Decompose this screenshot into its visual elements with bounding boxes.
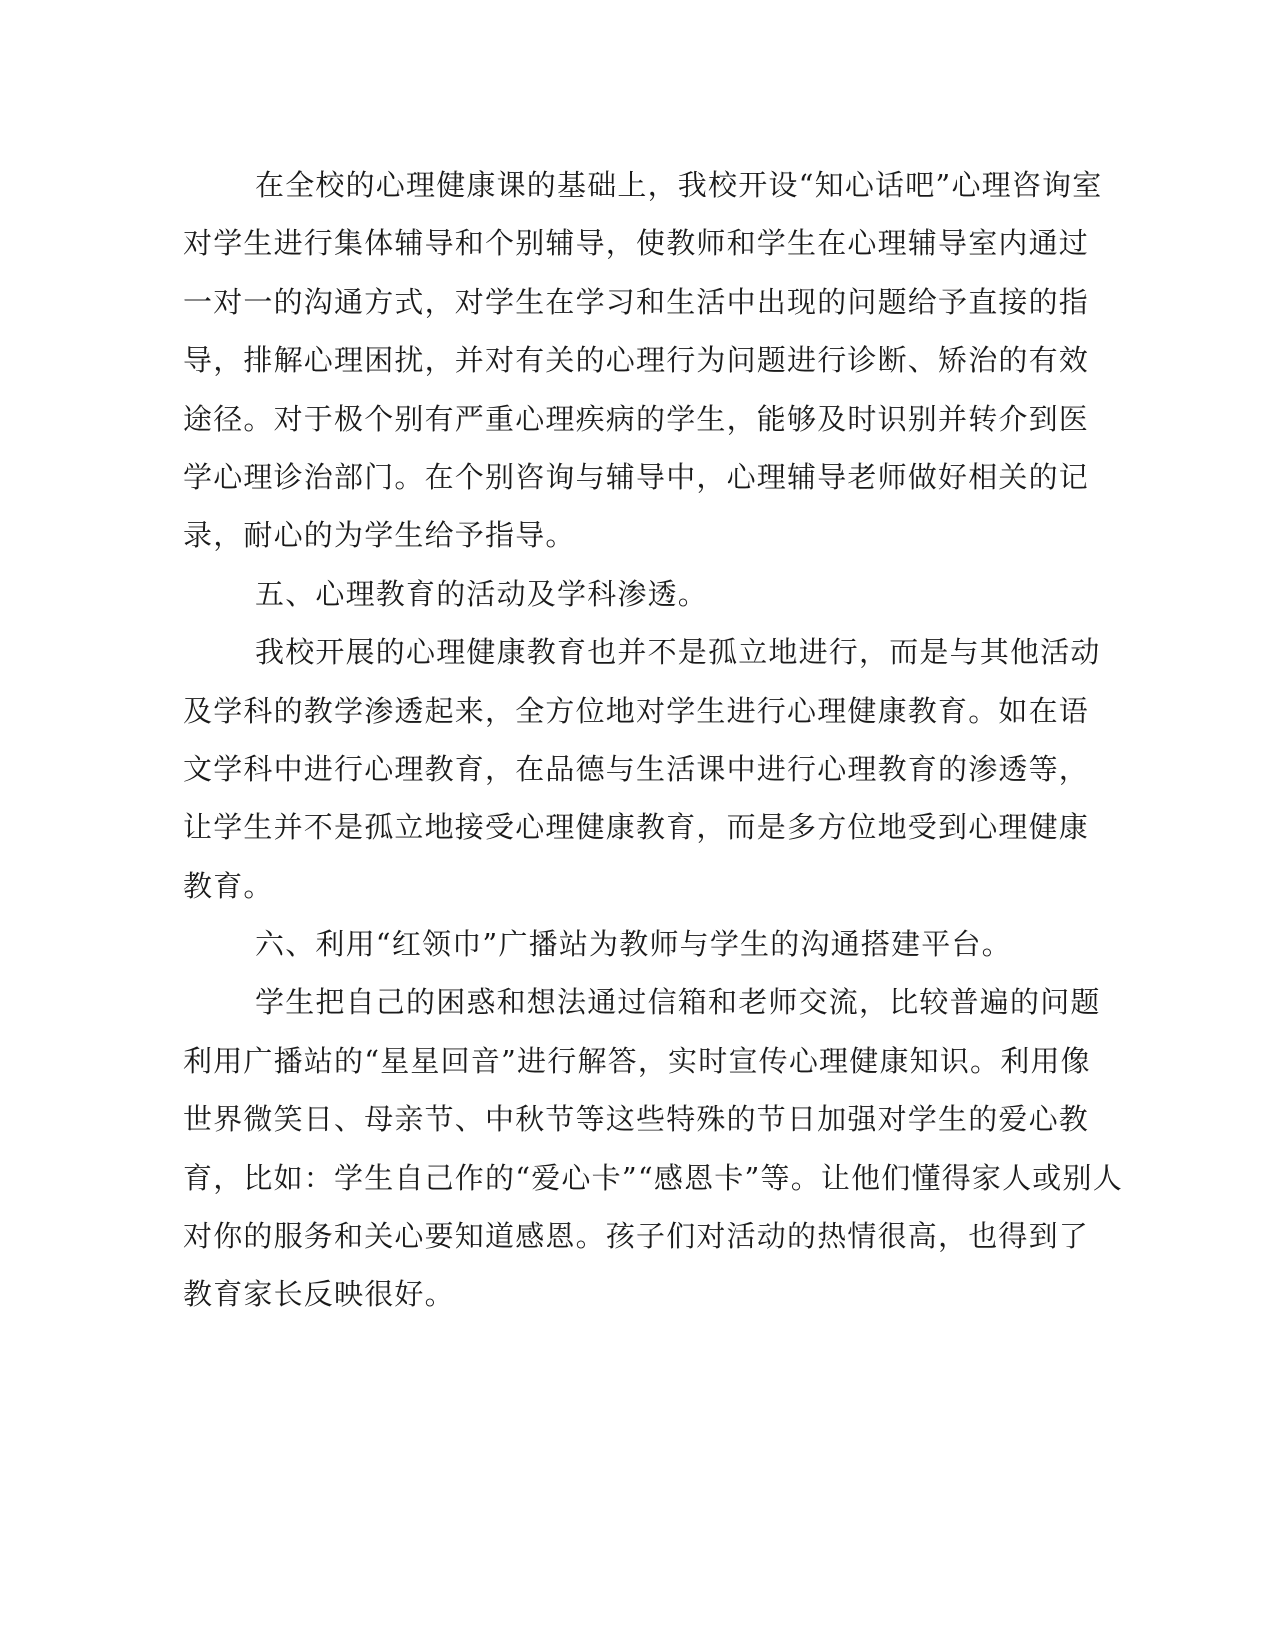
text-line: 世界微笑日、母亲节、中秋节等这些特殊的节日加强对学生的爱心教	[183, 1102, 1090, 1137]
text-line: 对你的服务和关心要知道感恩。孩子们对活动的热情很高，也得到了	[183, 1219, 1090, 1254]
paragraph-counseling-room	[183, 156, 1103, 565]
text-line: 学心理诊治部门。在个别咨询与辅导中，心理辅导老师做好相关的记	[183, 459, 1090, 494]
text-line: 让学生并不是孤立地接受心理健康教育，而是多方位地受到心理健康	[183, 810, 1090, 845]
text-line: 及学科的教学渗透起来，全方位地对学生进行心理健康教育。如在语	[183, 693, 1090, 728]
text-line: 利用广播站的“星星回音”进行解答，实时宣传心理健康知识。利用像	[183, 1043, 1091, 1078]
text-line: 育，比如：学生自己作的“爱心卡”“感恩卡”等。让他们懂得家人或别人	[183, 1160, 1123, 1195]
text-line: 我校开展的心理健康教育也并不是孤立地进行，而是与其他活动	[255, 635, 1101, 670]
text-line: 一对一的沟通方式，对学生在学习和生活中出现的问题给予直接的指	[183, 284, 1090, 319]
text-line: 教育家长反映很好。	[183, 1277, 455, 1312]
heading-line: 六、利用“红领巾”广播站为教师与学生的沟通搭建平台。	[255, 927, 1012, 962]
paragraph-radio-station	[183, 973, 1123, 1323]
text-line: 录，耐心的为学生给予指导。	[183, 518, 576, 553]
heading-line: 五、心理教育的活动及学科渗透。	[255, 576, 709, 611]
text-line: 在全校的心理健康课的基础上，我校开设“知心话吧”心理咨询室	[255, 168, 1103, 202]
text-line: 学生把自己的困惑和想法通过信箱和老师交流，比较普遍的问题	[255, 985, 1101, 1020]
section-heading-six	[183, 915, 1063, 973]
text-line: 导，排解心理困扰，并对有关的心理行为问题进行诊断、矫治的有效	[183, 343, 1090, 378]
text-line: 对学生进行集体辅导和个别辅导，使教师和学生在心理辅导室内通过	[183, 226, 1090, 261]
text-line: 教育。	[183, 868, 274, 903]
paragraph-subject-integration	[183, 623, 1101, 915]
text-line: 途径。对于极个别有严重心理疾病的学生，能够及时识别并转介到医	[183, 401, 1090, 436]
document-body	[183, 156, 1123, 1324]
text-line: 文学科中进行心理教育，在品德与生活课中进行心理教育的渗透等，	[183, 751, 1090, 786]
section-heading-five	[183, 565, 1063, 623]
